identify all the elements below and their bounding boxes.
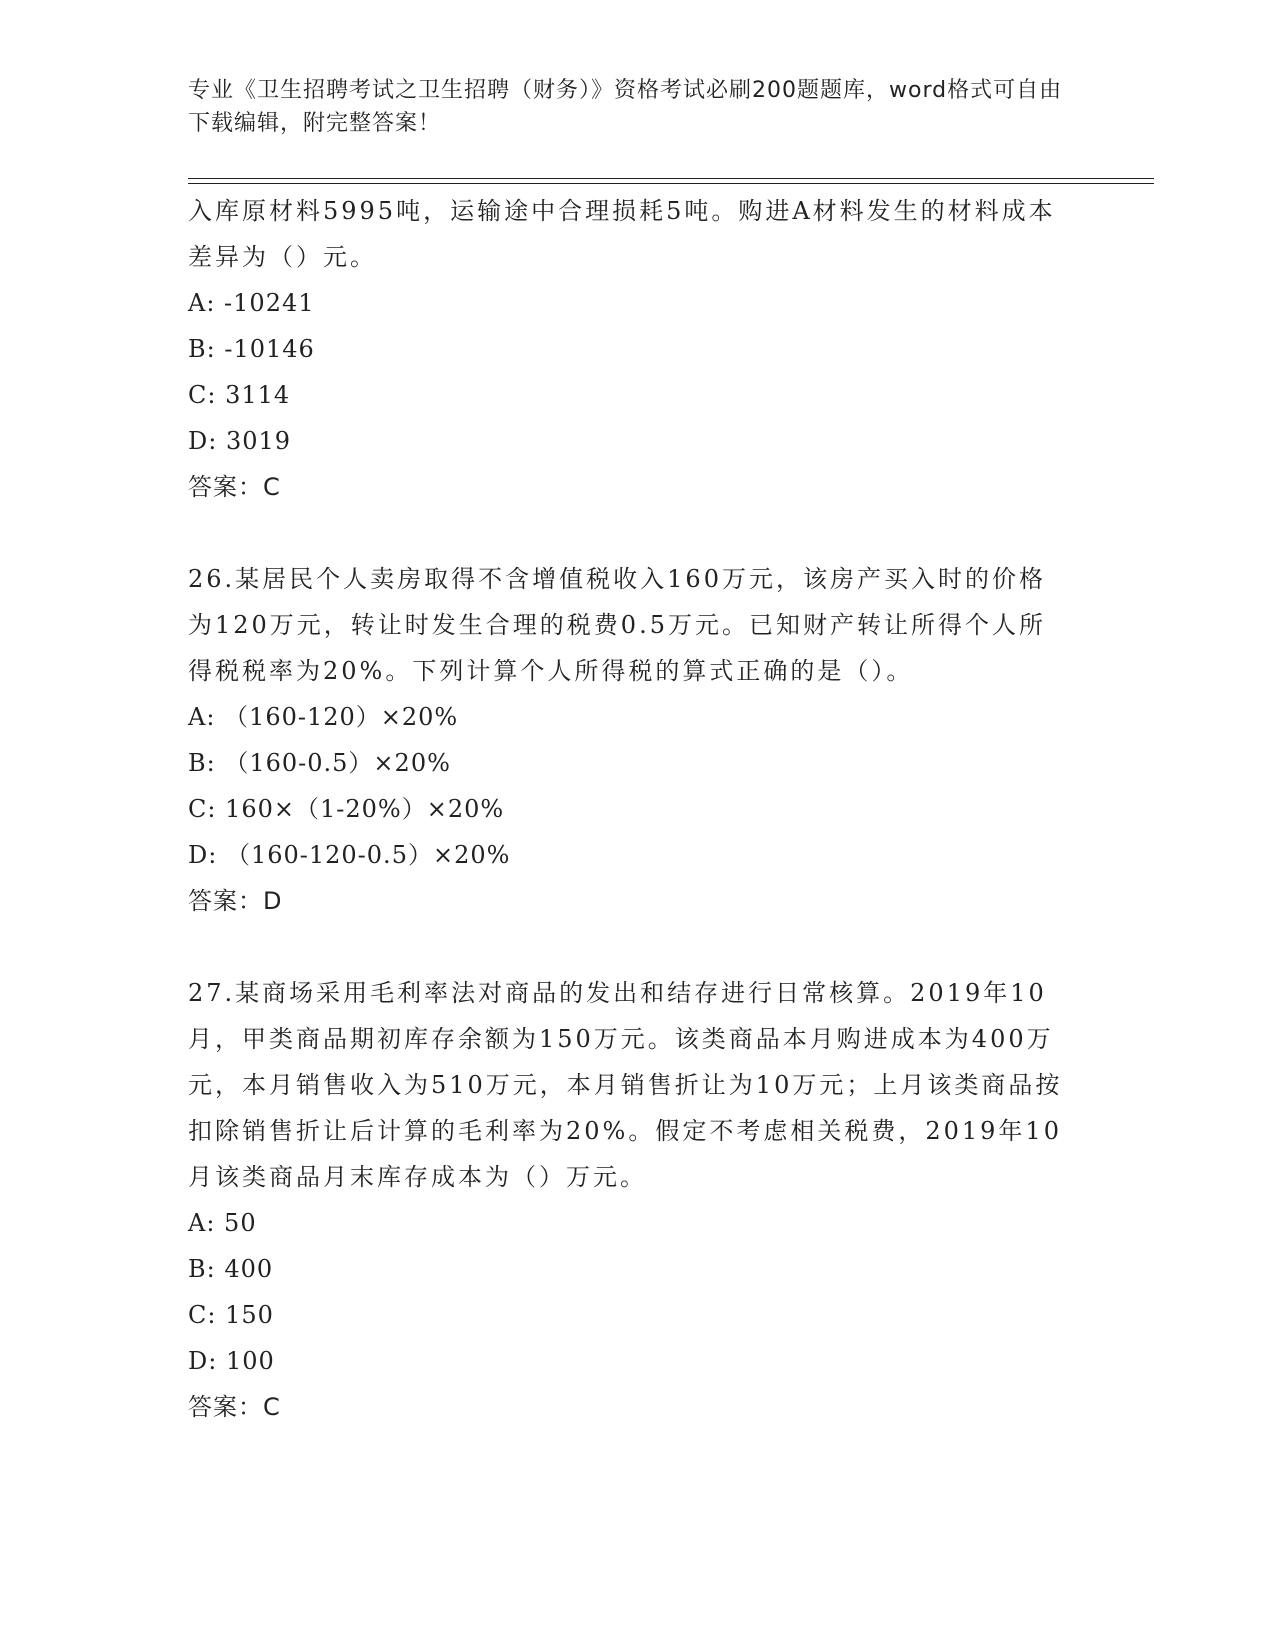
answer-line: 答案：D	[188, 887, 283, 915]
option-b: B: （160-0.5）×20%	[188, 749, 451, 777]
question-text: 入库原材料5995吨，运输途中合理损耗5吨。购进A材料发生的材料成本差异为（）元。	[188, 197, 1056, 271]
question-block	[188, 970, 1068, 1430]
option-d: D: 100	[188, 1347, 275, 1375]
header-rule-top	[188, 178, 1154, 179]
option-b: B: -10146	[188, 335, 315, 363]
question-text: 26.某居民个人卖房取得不含增值税收入160万元，该房产买入时的价格为120万元，转让时发生合理的税费0.5万元。已知财产转让所得个人所得税税率为20%。下列计算个人所得税的算式正确的是（）。	[188, 565, 1046, 685]
question-spacer	[188, 924, 1068, 970]
option-a: A: （160-120）×20%	[188, 703, 459, 731]
question-list	[188, 188, 1068, 1430]
option-d: D: （160-120-0.5）×20%	[188, 841, 511, 869]
option-c: C: 160×（1-20%）×20%	[188, 795, 505, 823]
question-block	[188, 188, 1068, 510]
option-c: C: 150	[188, 1301, 274, 1329]
document-header: 专业《卫生招聘考试之卫生招聘（财务）》资格考试必刷200题题库，word格式可自由下载编辑，附完整答案！	[188, 78, 1063, 136]
question-spacer	[188, 510, 1068, 556]
option-c: C: 3114	[188, 381, 291, 409]
option-d: D: 3019	[188, 427, 292, 455]
question-text: 27.某商场采用毛利率法对商品的发出和结存进行日常核算。2019年10月，甲类商品期初库存余额为150万元。该类商品本月购进成本为400万元，本月销售收入为510万元，本月销售折让为10万元；上月该类商品按扣除销售折让后计算的毛利率为20%。假定不考虑相关税费，2019年10月该类商品月末库存成本为（）万元。	[188, 979, 1063, 1191]
option-b: B: 400	[188, 1255, 274, 1283]
header-rule-bottom	[188, 183, 1154, 184]
answer-line: 答案：C	[188, 473, 281, 501]
option-a: A: 50	[188, 1209, 257, 1237]
answer-line: 答案：C	[188, 1393, 281, 1421]
question-block	[188, 556, 1068, 924]
option-a: A: -10241	[188, 289, 315, 317]
